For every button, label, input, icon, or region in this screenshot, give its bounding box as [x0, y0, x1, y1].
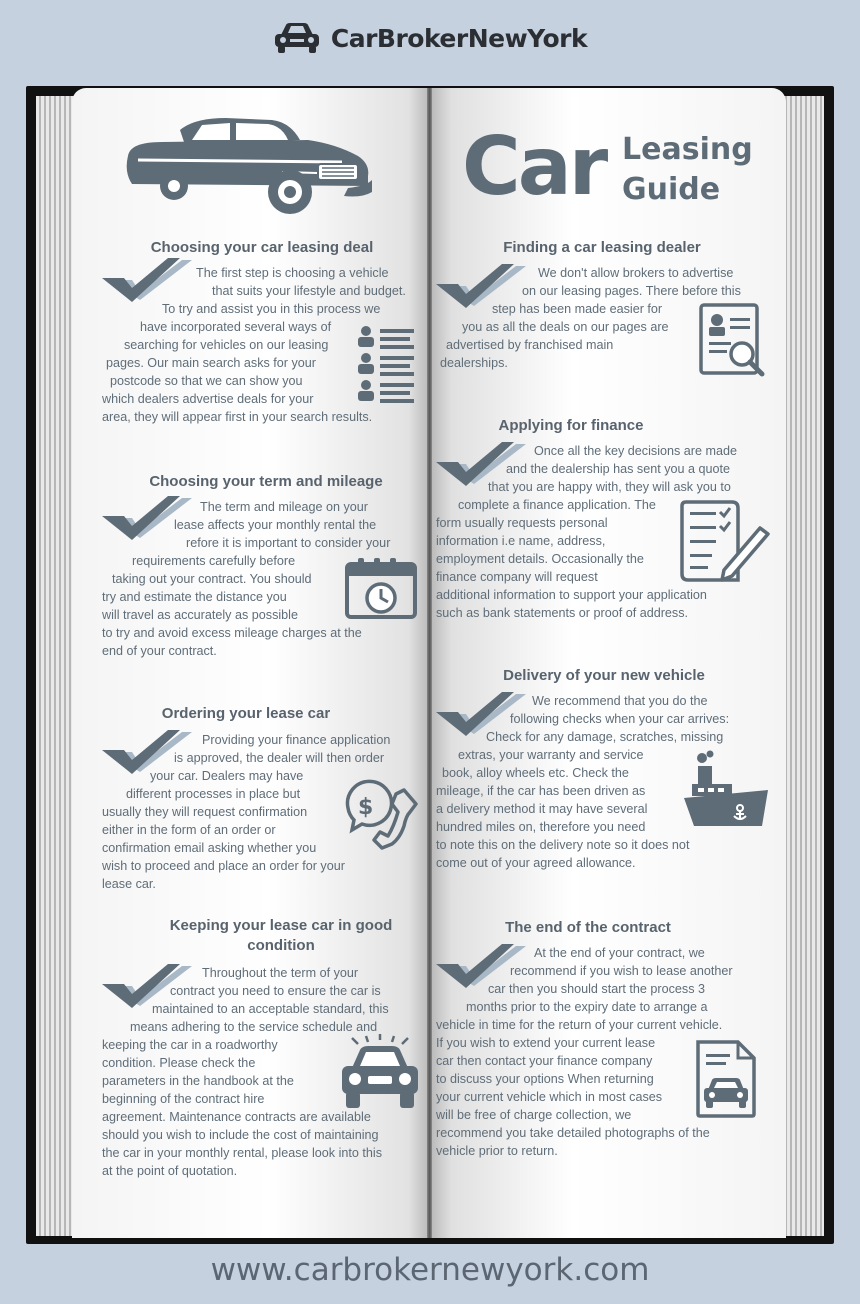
- website-url[interactable]: www.carbrokernewyork.com: [210, 1252, 650, 1288]
- text-line: extras, your warranty and service: [458, 748, 644, 762]
- text-line: postcode so that we can show you: [110, 374, 303, 388]
- section-heading: Choosing your car leasing deal: [150, 239, 374, 256]
- section-ordering: [104, 704, 388, 724]
- text-line: lease car.: [102, 877, 156, 891]
- section-term-mileage: [104, 472, 428, 492]
- text-line: will travel as accurately as possible: [102, 608, 298, 622]
- text-line: at the point of quotation.: [102, 1164, 238, 1178]
- text-line: beginning of the contract hire: [102, 1092, 265, 1106]
- section-heading: The end of the contract: [505, 919, 671, 936]
- section-heading: Ordering your lease car: [161, 705, 331, 722]
- text-line: Providing your finance application: [202, 733, 391, 747]
- text-line: Once all the key decisions are made: [534, 444, 738, 458]
- text-line: wish to proceed and place an order for your: [102, 859, 345, 873]
- section-heading: Finding a car leasing dealer: [503, 239, 701, 256]
- section-applying-finance: [446, 416, 696, 436]
- text-line: which dealers advertise deals for your: [102, 392, 314, 406]
- text-line: vehicle in time for the return of your current vehicle.: [436, 1018, 723, 1032]
- text-line: contract you need to ensure the car is: [170, 984, 381, 998]
- text-line: that suits your lifestyle and budget.: [212, 284, 406, 298]
- text-line: form usually requests personal: [436, 516, 608, 530]
- text-line: to try and avoid excess mileage charges at the: [102, 626, 362, 640]
- text-line: information i.e name, address,: [436, 534, 606, 548]
- section-choosing-deal: [104, 238, 420, 258]
- text-line: dealerships.: [440, 356, 508, 370]
- cargo-ship-icon: [682, 750, 770, 830]
- text-line: is approved, the dealer will then order: [174, 751, 385, 765]
- text-line: months prior to the expiry date to arrange a: [466, 1000, 708, 1014]
- text-line: additional information to support your application: [436, 588, 707, 602]
- text-line: pages. Our main search asks for your: [106, 356, 316, 370]
- text-line: come out of your agreed allowance.: [436, 856, 636, 870]
- text-line: end of your contract.: [102, 644, 217, 658]
- text-line: confirmation email asking whether you: [102, 841, 317, 855]
- car-front-icon: [338, 1034, 422, 1112]
- text-line: employment details. Occasionally the: [436, 552, 644, 566]
- text-line: you as all the deals on our pages are: [462, 320, 669, 334]
- text-line: condition. Please check the: [102, 1056, 256, 1070]
- section-heading: Delivery of your new vehicle: [503, 667, 705, 684]
- text-line: At the end of your contract, we: [534, 946, 705, 960]
- text-line: car then contact your finance company: [436, 1054, 653, 1068]
- text-line: requirements carefully before: [132, 554, 296, 568]
- text-line: your current vehicle which in most cases: [436, 1090, 663, 1104]
- title-subtitle: [622, 130, 753, 210]
- text-line: following checks when your car arrives:: [510, 712, 730, 726]
- text-line: different processes in place but: [126, 787, 301, 801]
- text-line: To try and assist you in this process we: [162, 302, 381, 316]
- document-search-icon: [698, 302, 766, 378]
- text-line: We don't allow brokers to advertise: [538, 266, 734, 280]
- text-line: agreement. Maintenance contracts are available: [102, 1110, 371, 1124]
- svg-text:$: $: [358, 795, 374, 820]
- text-line: your car. Dealers may have: [150, 769, 304, 783]
- text-line: have incorporated several ways of: [140, 320, 332, 334]
- section-heading: Keeping your lease car in good condition: [169, 917, 393, 954]
- text-line: searching for vehicles on our leasing: [124, 338, 329, 352]
- text-line: The first step is choosing a vehicle: [196, 266, 389, 280]
- text-line: such as bank statements or proof of address.: [436, 606, 689, 620]
- text-line: advertised by franchised main: [446, 338, 614, 352]
- text-line: refore it is important to consider your: [186, 536, 391, 550]
- text-line: finance company will request: [436, 570, 598, 584]
- text-line: lease affects your monthly rental the: [174, 518, 377, 532]
- text-line: either in the form of an order or: [102, 823, 276, 837]
- text-line: vehicle prior to return.: [436, 1144, 558, 1158]
- text-line: on our leasing pages. There before this: [522, 284, 741, 298]
- section-heading: Applying for finance: [498, 417, 644, 434]
- section-heading: Choosing your term and mileage: [149, 473, 383, 490]
- text-line: mileage, if the car has been driven as: [436, 784, 646, 798]
- text-line: parameters in the handbook at the: [102, 1074, 294, 1088]
- text-line: taking out your contract. You should: [112, 572, 312, 586]
- payment-phone-icon: [344, 778, 420, 850]
- section-keeping-condition: [146, 916, 416, 956]
- form-checklist-icon: [680, 498, 772, 586]
- brand-header: [0, 18, 860, 58]
- text-line: hundred miles on, therefore you need: [436, 820, 646, 834]
- section-end-contract: [446, 918, 730, 938]
- text-line: recommend you take detailed photographs of the: [436, 1126, 710, 1140]
- calendar-clock-icon: [344, 556, 418, 620]
- text-line: should you wish to include the cost of maintaining: [102, 1128, 379, 1142]
- text-line: We recommend that you do the: [532, 694, 708, 708]
- text-line: try and estimate the distance you: [102, 590, 287, 604]
- text-line: will be free of charge collection, we: [436, 1108, 632, 1122]
- section-delivery: [446, 666, 762, 686]
- text-line: to note this on the delivery note so it does not: [436, 838, 690, 852]
- vintage-car-icon: [122, 112, 376, 218]
- car-logo-icon: [273, 21, 321, 55]
- text-line: usually they will request confirmation: [102, 805, 308, 819]
- text-line: step has been made easier for: [492, 302, 663, 316]
- text-line: area, they will appear first in your search results.: [102, 410, 373, 424]
- text-line: complete a finance application. The: [458, 498, 656, 512]
- text-line: keeping the car in a roadworthy: [102, 1038, 278, 1052]
- text-line: and the dealership has sent you a quote: [506, 462, 731, 476]
- text-line: If you wish to extend your current lease: [436, 1036, 656, 1050]
- page-edges-right: [780, 96, 824, 1236]
- text-line: maintained to an acceptable standard, this: [152, 1002, 389, 1016]
- text-line: recommend if you wish to lease another: [510, 964, 733, 978]
- text-line: Throughout the term of your: [202, 966, 359, 980]
- title-leasing: Leasing: [622, 132, 753, 167]
- text-line: means adhering to the service schedule and: [130, 1020, 378, 1034]
- text-line: a delivery method it may have several: [436, 802, 648, 816]
- brand-name: CarBrokerNewYork: [330, 23, 588, 53]
- title-guide: Guide: [622, 172, 721, 207]
- section-finding-dealer: [446, 238, 758, 258]
- text-line: the car in your monthly rental, please look into this: [102, 1146, 383, 1160]
- text-line: Check for any damage, scratches, missing: [486, 730, 724, 744]
- text-line: book, alloy wheels etc. Check the: [442, 766, 629, 780]
- text-line: car then you should start the process 3: [488, 982, 706, 996]
- text-line: The term and mileage on your: [200, 500, 369, 514]
- car-document-icon: [694, 1040, 758, 1118]
- text-line: that you are happy with, they will ask you to: [488, 480, 731, 494]
- user-list-icon: [356, 324, 418, 404]
- title-car: Car: [462, 120, 606, 213]
- text-line: to discuss your options When returning: [436, 1072, 654, 1086]
